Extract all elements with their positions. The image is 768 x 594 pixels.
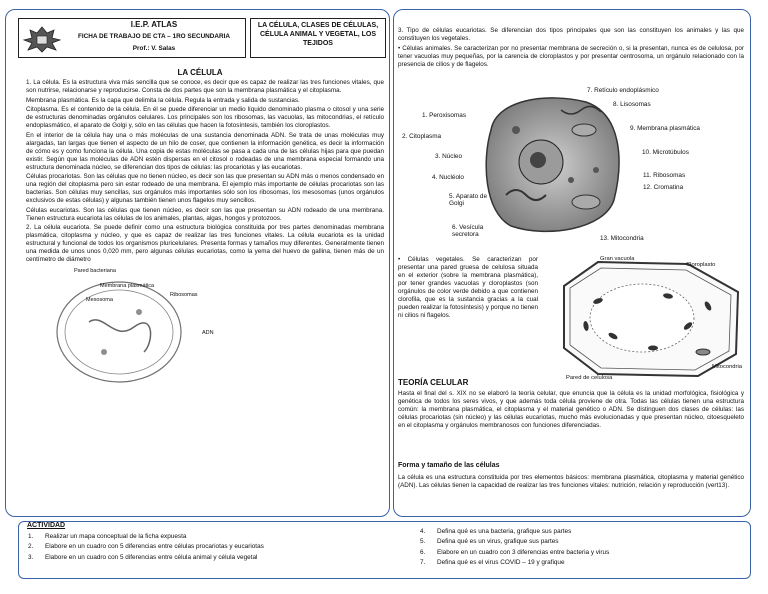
bacterium-sketch xyxy=(44,262,204,392)
plant-label-vacuole: Gran vacuola xyxy=(600,256,635,262)
plant-label-mitochondria: Mitocondria xyxy=(712,364,742,370)
overlay-label-membrane: Membrana plasmática xyxy=(100,283,155,289)
plant-label-wall: Pared de celulosa xyxy=(566,375,613,381)
eukaryote-types-block xyxy=(398,27,744,70)
shape-size-paragraph: La célula es una estructura constituida por tres elementos básicos: membrana plasmática, citoplasma y material genético (ADN). Las células tienen la capacidad de realizar las tres funciones vitales: nutrición, relación y reproducción (vert13). xyxy=(398,474,744,489)
teacher-name: Prof.: V. Salas xyxy=(132,45,176,52)
intro-paragraph: 1. La célula. Es la estructura viva más sencilla que se conoce, es decir que es capaz de realizar las tres funciones vitales, que son nutrirse, relacionarse y reproducirse. Consta de dos partes que son la membrana plasmática y el citoplasma. xyxy=(26,79,384,94)
cytoplasm-paragraph: Citoplasma. Es el contenido de la célula. En él se puede diferenciar un medio líquido denominado plasma o citosol y una serie de estructuras denominadas orgánulos celulares. Los principales son los ribosomas, las vacuolas, las mitocondrias, el retículo endoplasmático, el aparato de Golgi y, sólo en las células que hacen la fotosíntesis, también los cloroplastos. xyxy=(26,106,384,129)
animal-label-6: 6. Vesícula secretora xyxy=(452,224,484,238)
animal-label-9: 9. Membrana plasmática xyxy=(630,125,700,132)
overlay-label-wall: Pared bacteriana xyxy=(74,268,116,274)
animal-label-4: 4. Nucléolo xyxy=(432,174,464,181)
animal-label-1: 1. Peroxisomas xyxy=(422,112,467,119)
animal-label-13: 13. Mitocondria xyxy=(600,235,644,242)
dna-paragraph: En el interior de la célula hay una o más moléculas de una sustancia denominada ADN. Se trata de unas moléculas muy alargadas, tan largas que tienen el aspecto de un hilo de coser, que contienen la información genética, es decir la información de cómo es y como funciona la célula. Una copia de estas moléculas se pasa a cada una de las células hijas para que puedan existir. Según que las moléculas de ADN estén dispersas en el citosol o rodeadas de una membrana especial formando una estructura denominada núcleo, se diferencian dos tipos de células: las procariotas y las eucariotas. xyxy=(26,131,384,171)
overlay-label-ribosomes: Ribosomas xyxy=(170,292,198,298)
animal-label-3: 3. Núcleo xyxy=(435,153,462,160)
plant-cell-diagram xyxy=(558,256,744,380)
plant-label-chloroplast: Cloroplasto xyxy=(686,262,716,268)
membrane-paragraph: Membrana plasmática. Es la capa que delimita la célula. Regula la entrada y salida de sustancias. xyxy=(26,96,300,104)
activity-list-right xyxy=(420,527,740,569)
animal-label-5: 5. Aparato de Golgi xyxy=(449,193,488,207)
animal-label-8: 8. Lisosomas xyxy=(613,101,651,108)
animal-cell-diagram xyxy=(476,90,626,240)
overlay-label-mesosome: Mesosoma xyxy=(86,297,113,303)
activity-item: 7. Defina qué es el virus COVID – 19 y grafique xyxy=(420,559,565,567)
prokaryote-paragraph: Células procariotas. Son las células que no tienen núcleo, es decir son las que presentan su ADN más o menos condensado en una región del citoplasma pero sin estar rodeado de una membrana. El ejemplo más importante de células procariotas son las bacterias. Son células muy sencillas, sus orgánulos más importantes sólo son los ribosomas, los mesosomas (unos orgánulos exclusivos de estas células) y algunas también tienen unos flagelos muy sencillos. xyxy=(26,173,384,204)
animal-label-10: 10. Microtúbulos xyxy=(642,149,689,156)
animal-cells-paragraph: • Células animales. Se caracterizan por no presentar membrana de secreción o, si la presentan, nunca es de celulosa, por tener vacuolas muy pequeñas, por la carencia de cloroplastos y por presentar centrosoma, un orgánulo relacionado con la presencia de cilios y de flagelos. xyxy=(398,44,744,68)
animal-label-2: 2. Citoplasma xyxy=(402,133,442,140)
eukaryote-paragraph: Células eucariotas. Son las células que tienen núcleo, es decir son las que presentan su ADN rodeado de una membrana. Tienen estructura eucariota las células de los animales, plantas, algas, hongos y protozoos. xyxy=(26,206,384,222)
animal-label-12: 12. Cromatina xyxy=(643,184,684,191)
shape-size-title: Forma y tamaño de las células xyxy=(398,462,500,469)
animal-label-7: 7. Retículo endoplásmico xyxy=(587,87,659,94)
activity-item: 6. Elabore en un cuadro con 3 diferencias entre bacteria y virus xyxy=(420,548,610,556)
cell-theory-title: TEORÍA CELULAR xyxy=(398,378,469,387)
activity-item: 2. Elabore en un cuadro con 5 diferencias entre células procariotas y eucariotas xyxy=(28,543,264,551)
worksheet-subtitle: FICHA DE TRABAJO DE CTA – 1RO SECUNDARIA xyxy=(77,33,231,40)
activity-item: 1. Realizar un mapa conceptual de la ficha expuesta xyxy=(28,533,187,540)
cell-section-title: LA CÉLULA xyxy=(177,68,223,77)
cell-theory-paragraph: Hasta el final del s. XIX no se elaboró la teoría celular, que enuncia que la célula es la unidad morfológica, fisiológica y genética de todos los seres vivos, y que además toda célula proviene de otra. Todas las células tienen una estructura común: la membrana plasmática, el citoplasma y el material genético o ADN. Se distinguen dos clases de células: las células procariotas (sin núcleo) y las células eucariotas, mucho más evolucionadas y que presentan núcleo, citoesqueleto en el citoplasma y orgánulos membranosos con funciones diferenciadas. xyxy=(398,390,744,429)
activity-title: ACTIVIDAD xyxy=(27,522,66,529)
school-name: I.E.P. ATLAS xyxy=(130,20,178,29)
topic-title: LA CÉLULA, CLASES DE CÉLULAS, CÉLULA ANIMAL Y VEGETAL, LOS TEJIDOS xyxy=(257,22,379,47)
plant-cells-paragraph: • Células vegetales. Se caracterizan por presentar una pared gruesa de celulosa situada en el exterior (sobre la membrana plasmática), por tener grandes vacuolas y cloroplastos (son orgánulos de color verde debido a que contienen clorofila, que es la sustancia gracias a la cual pueden realizar la fotosíntesis) y porque no tienen ni cilios ni flagelos. xyxy=(398,256,538,319)
school-logo-icon xyxy=(21,24,63,54)
eukaryotic-cell-paragraph: 2. La célula eucariota. Se puede definir como una estructura biológica constituida por tres partes denominadas membrana plasmática, citoplasma y núcleo, y que es capaz de realizar las tres funciones vitales. La célula eucariota es la unidad estructural y funcional de todos los organismos pluricelulares. Presenta formas y tamaños muy diferentes. Generalmente tienen una medida de unos unos 0,020 mm, pero algunas células eucariotas, como la yema del huevo de gallina, tienen más de un centímetro de diámetro xyxy=(26,224,384,263)
activity-list-left xyxy=(28,532,408,563)
activity-item: 5. Defina qué es un virus, grafique sus partes xyxy=(420,538,559,546)
activity-item: 3. Elabore en un cuadro con 5 diferencias entre célula animal y célula vegetal xyxy=(28,553,258,561)
overlay-label-dna: ADN xyxy=(202,330,214,336)
left-body xyxy=(26,79,384,266)
activity-item: 4. Defina qué es una bacteria, grafique sus partes xyxy=(420,528,572,535)
animal-label-11: 11. Ribosomas xyxy=(643,172,686,179)
eukaryote-types-paragraph: 3. Tipo de células eucariotas. Se diferencian dos tipos principales que son las constituyen los animales y las que constituyen los vegetales. xyxy=(398,27,744,42)
